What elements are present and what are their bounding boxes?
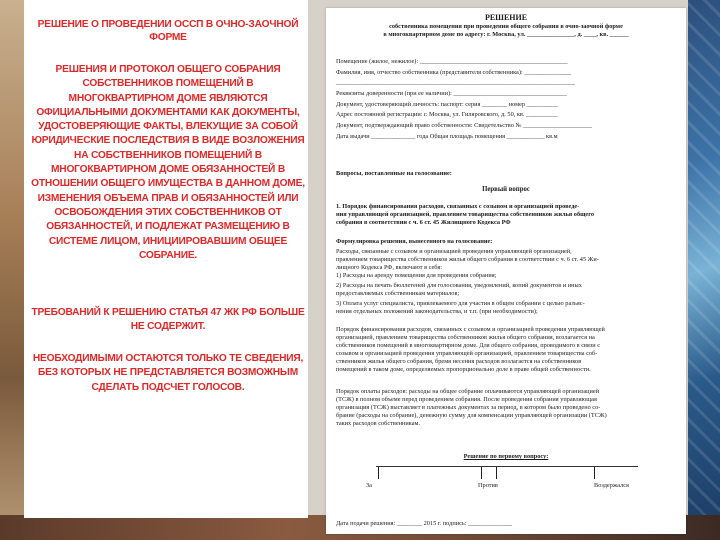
formulation-label: Формулировка решения, вынесенного на голосование: bbox=[336, 238, 493, 245]
slide-paragraph-vote-count: НЕОБХОДИМЫМИ ОСТАЮТСЯ ТОЛЬКО ТЕ СВЕДЕНИЯ, БЕЗ КОТОРЫХ НЕ ПРЕДСТАВЛЯЕТСЯ ВОЗМОЖНЫМ СДЕЛАТЬ ПОДСЧЕТ ГОЛОСОВ. bbox=[32, 353, 304, 393]
formulation-line: таких расходов собственникам. bbox=[336, 420, 421, 427]
vote-box-for[interactable] bbox=[378, 467, 379, 479]
field-owner-name-cont: ____________________________________________________________________________ bbox=[336, 79, 576, 86]
slide-paragraph-legal-status: РЕШЕНИЯ И ПРОТОКОЛ ОБЩЕГО СОБРАНИЯ СОБСТВЕННИКОВ ПОМЕЩЕНИЙ В МНОГОКВАРТИРНОМ ДОМЕ ЯВЛЯЮТСЯ ОФИЦИАЛЬНЫМИ ДОКУМЕНТАМИ КАК ДОКУМЕНТЫ, УДОСТОВЕРЯЮЩИЕ ФАКТЫ, ВЛЕКУЩИЕ ЗА СОБОЙ ЮРИДИЧЕСКИЕ ПОСЛЕДСТВИЯ В ВИДЕ ВОЗЛОЖЕНИЯ НА СОБСТВЕННИКОВ ПОМЕЩЕНИЙ В МНОГОКВАРТИРНОМ ДОМЕ ОБЯЗАННОСТЕЙ В ОТНОШЕНИИ ОБЩЕГО ИМУЩЕСТВА В ДАННОМ ДОМЕ, ИЗМЕНЕНИЯ ОБЪЕМА ПРАВ И ОБЯЗАННОСТЕЙ ИЛИ ОСВОБОЖДЕНИЯ ЭТИХ СОБСТВЕННИКОВ ОТ ОБЯЗАННОСТЕЙ, И ПОДЛЕЖАТ РАЗМЕЩЕНИЮ В СИСТЕМЕ ЛИЦОМ, ИНИЦИИРОВАВШИМ ОБЩЕЕ СОБРАНИЕ. bbox=[31, 64, 305, 261]
field-id-document: Документ, удостоверяющий личность: паспорт: серия ________ номер __________ bbox=[336, 101, 559, 108]
doc-address-line: в многоквартирном доме по адресу: г. Москва, ул. _______________, д. ____, кв. ______ bbox=[383, 31, 629, 38]
slide-paragraph-article-47: ТРЕБОВАНИЙ К РЕШЕНИЮ СТАТЬЯ 47 ЖК РФ БОЛЬШЕ НЕ СОДЕРЖИТ. bbox=[31, 307, 305, 333]
formulation-line: Расходы, связанные с созывом и организацией проведения управляющей организацией, bbox=[336, 248, 572, 255]
vote-box-against-right bbox=[496, 467, 497, 479]
decision-label: Решение по первому вопросу: bbox=[463, 453, 549, 460]
formulation-line: собственников помещений в многоквартирном доме. Для общего собрания, проводимого в связи с bbox=[336, 342, 600, 349]
formulation-line: 1) Расходы на аренду помещения для проведения собрания; bbox=[336, 272, 497, 279]
formulation-line: 2) Расходы на печать бюллетеней для голосования, уведомлений, копий документов и иных bbox=[336, 282, 582, 289]
vote-table-rule bbox=[376, 466, 638, 467]
question-text-line: 1. Порядок финансирования расходов, связанных с созывом и организацией проведе- bbox=[336, 203, 580, 210]
formulation-line: (ТСЖ) в полном объеме перед проведением собрания. После проведения собрания управляющая bbox=[336, 396, 597, 403]
background-mosaic-right bbox=[688, 0, 720, 540]
formulation-line: правлением товарищества собственников жилья общего собрания в соответствии с ч. 6 ст. 45 Жи- bbox=[336, 256, 599, 263]
formulation-line: организация (ТСЖ) выставляет в платежных документах за период, в котором было проведено со- bbox=[336, 404, 601, 411]
formulation-line: предоставляемых собственникам материалов; bbox=[336, 290, 460, 297]
formulation-line: лищного Кодекса РФ, включают в себя: bbox=[336, 264, 442, 271]
vote-option-against: Против bbox=[478, 482, 498, 489]
vote-box-against[interactable] bbox=[481, 467, 482, 479]
formulation-line: Порядок финансирования расходов, связанных с созывом и организацией проведения управляющей bbox=[336, 326, 605, 333]
decision-form-document bbox=[326, 8, 686, 534]
field-ownership-document: Документ, подтверждающий право собственности: Свидетельство № ______________________ bbox=[336, 122, 593, 129]
formulation-line: ственников жилья общего собрания, бремя несения расходов возлагается на собственников bbox=[336, 358, 582, 365]
formulation-line: Порядок оплаты расходов: расходы на общее собрание оплачиваются управляющей организацией bbox=[336, 388, 600, 395]
doc-subheading: собственника помещения при проведении общего собрания в очно-заочной форме bbox=[389, 23, 623, 30]
formulation-line: созывом и организацией проведения управляющей организацией, правлением товарищества соб- bbox=[336, 350, 598, 357]
field-issue-date-area: Дата выдачи ______________ года Общая площадь помещения ____________ кв.м bbox=[336, 133, 558, 140]
formulation-line: организацией, правлением товарищества собственников жилья общего собрания, возлагается на bbox=[336, 334, 595, 341]
formulation-line: помещений в таком доме, определяемых пропорционально доле в праве общей собственности. bbox=[336, 366, 591, 373]
doc-heading: РЕШЕНИЕ bbox=[484, 14, 528, 21]
background-mosaic-left bbox=[0, 0, 24, 540]
question-text-line: собрания в соответствии с ч. 6 ст. 45 Жилищного Кодекса РФ bbox=[336, 219, 511, 226]
field-power-of-attorney: Реквизиты доверенности (при ее наличии): ____________________________________ bbox=[336, 90, 567, 97]
field-registration-address: Адрес постоянной регистрации: г. Москва, ул. Гиляровского, д. 50, кв. __________ bbox=[336, 111, 558, 118]
formulation-line: 3) Оплата услуг специалиста, привлекаемого для участия в общем собрании с целью разъяс- bbox=[336, 300, 585, 307]
question-title: Первый вопрос bbox=[482, 186, 530, 193]
vote-box-abstain[interactable] bbox=[594, 467, 595, 479]
vote-option-abstain: Воздержался bbox=[594, 482, 629, 489]
field-owner-name: Фамилия, имя, отчество собственника (представителя собственника): _______________ bbox=[336, 69, 572, 76]
questions-label: Вопросы, поставленные на голосование: bbox=[336, 170, 452, 177]
formulation-line: брание (расходы на собрание), денежную сумму для компенсации управляющей организации (ТСЖ) bbox=[336, 412, 607, 419]
question-text-line: ния управляющей организацией, правлением товарищества собственников жилья общего bbox=[336, 211, 595, 218]
field-premises: Помещение (жилое, нежилое): _______________________________________________ bbox=[336, 58, 568, 65]
formulation-line: нения отдельных положений законодательства, и т.п. (при необходимости); bbox=[336, 308, 538, 315]
submission-date-signature: Дата подачи решения: ________ 2015 г. подпись: ______________ bbox=[336, 520, 513, 527]
vote-option-for: За bbox=[366, 482, 372, 489]
slide-title: РЕШЕНИЕ О ПРОВЕДЕНИИ ОССП В ОЧНО-ЗАОЧНОЙ ФОРМЕ bbox=[37, 19, 299, 43]
